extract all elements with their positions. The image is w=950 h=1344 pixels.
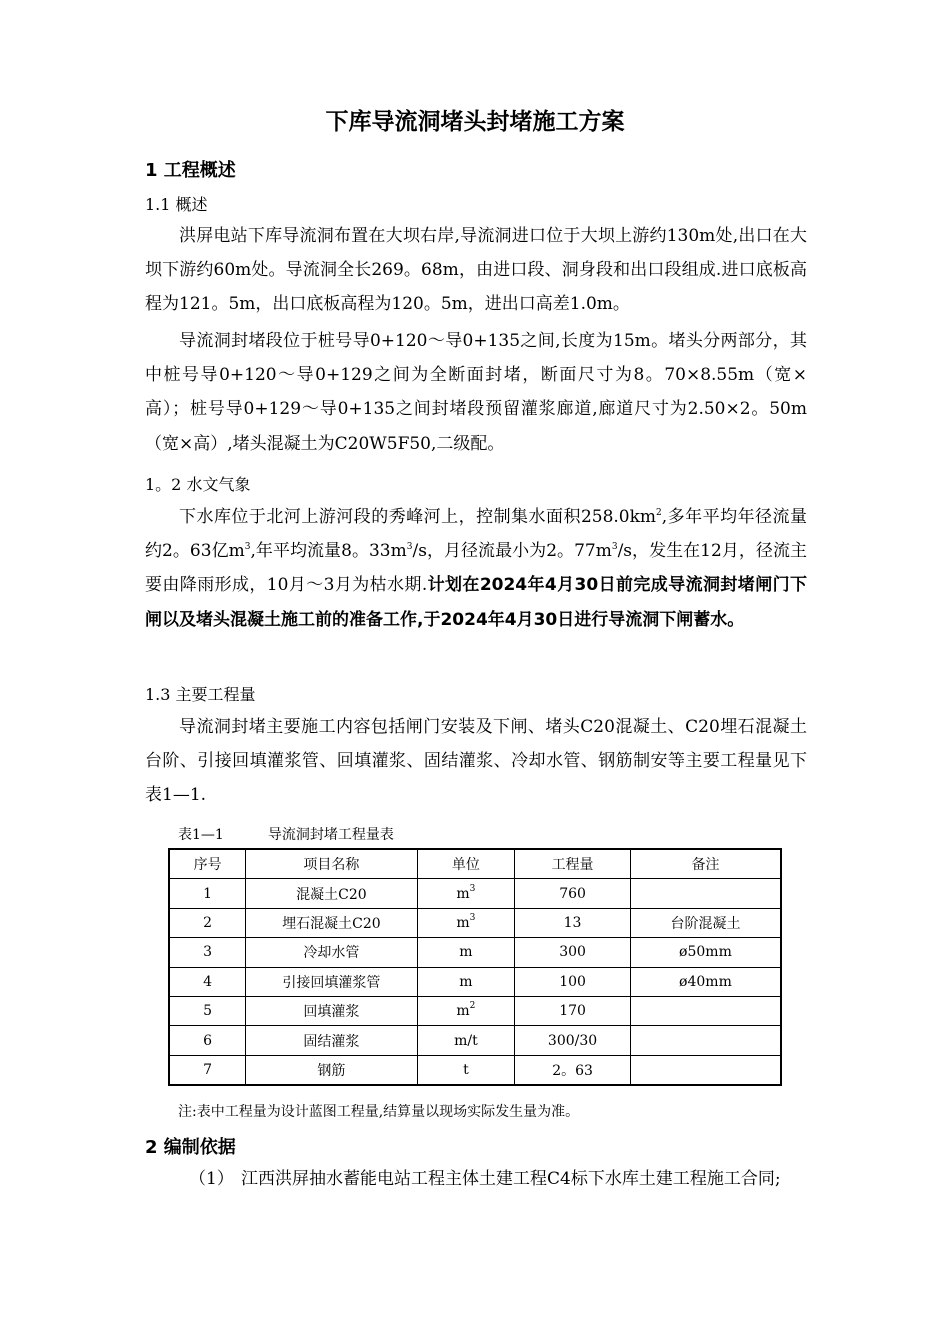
cell-note: ø40mm — [630, 967, 781, 996]
cell-qty: 13 — [515, 908, 631, 937]
paragraph-overview-1: 洪屏电站下库导流洞布置在大坝右岸,导流洞进口位于大坝上游约130m处,出口在大坝下游约60m处。导流洞全长269。68m，由进口段、洞身段和出口段组成.进口底板高程为121。5m，出口底板高程为120。5m，进出口高差1.0m。 — [145, 226, 807, 315]
hydrology-bold-plan: 计划在2024年4月30日前完成导流洞封堵闸门下闸以及堵头混凝土施工前的准备工作,于2024年4月30日进行导流洞下闸蓄水。 — [145, 575, 807, 630]
cell-qty: 170 — [515, 996, 631, 1025]
cell-unit: t — [417, 1055, 515, 1085]
cell-unit: m — [417, 938, 515, 967]
table-row — [169, 1026, 781, 1055]
cell-name: 回填灌浆 — [246, 996, 417, 1025]
cell-no: 4 — [169, 967, 246, 996]
section-1-heading: 1 工程概述 — [145, 160, 236, 181]
table-row — [169, 879, 781, 908]
basis-item-1 — [145, 1162, 807, 1196]
hydrology-text-e: /s，发生在12月，径流主要由降雨形成，10月～3月为枯水期. — [145, 541, 807, 596]
cell-note — [630, 996, 781, 1025]
sup-3-a: 3 — [244, 542, 251, 553]
cell-note — [630, 1026, 781, 1055]
cell-note: ø50mm — [630, 938, 781, 967]
cell-qty: 300 — [515, 938, 631, 967]
cell-no: 3 — [169, 938, 246, 967]
cell-note — [630, 879, 781, 908]
cell-name: 埋石混凝土C20 — [246, 908, 417, 937]
header-note: 备注 — [630, 849, 781, 879]
cell-name: 引接回填灌浆管 — [246, 967, 417, 996]
document-title: 下库导流洞堵头封堵施工方案 — [325, 109, 625, 135]
quantity-table — [168, 848, 782, 1086]
table-footnote: 注:表中工程量为设计蓝图工程量,结算量以现场实际发生量为准。 — [178, 1104, 580, 1120]
header-no: 序号 — [169, 849, 246, 879]
cell-no: 1 — [169, 879, 246, 908]
cell-qty: 100 — [515, 967, 631, 996]
sup-3-c: 3 — [611, 542, 618, 553]
hydrology-text-b: ,多年平均年径流量约2。63亿m — [145, 507, 807, 562]
table-caption — [178, 824, 394, 844]
section-1-1-heading: 1.1 概述 — [145, 195, 208, 214]
table-header-row — [169, 849, 781, 879]
cell-unit: $m^2$ — [417, 996, 515, 1025]
basis-item-1-number: （1） — [189, 1169, 234, 1189]
cell-unit: $m^3$ — [417, 908, 515, 937]
table-row — [169, 967, 781, 996]
cell-unit: $m^3$ — [417, 879, 515, 908]
sup-2: 2 — [656, 508, 662, 518]
hydrology-text-a: 下水库位于北河上游河段的秀峰河上，控制集水面积258.0km — [179, 507, 657, 527]
cell-qty: 760 — [515, 879, 631, 908]
table-caption-title: 导流洞封堵工程量表 — [267, 827, 394, 843]
table-row — [169, 938, 781, 967]
cell-unit: m — [417, 967, 515, 996]
paragraph-quantities: 导流洞封堵主要施工内容包括闸门安装及下闸、堵头C20混凝土、C20埋石混凝土台阶、引接回填灌浆管、回填灌浆、固结灌浆、冷却水管、钢筋制安等主要工程量见下表1—1. — [145, 717, 807, 806]
header-name: 项目名称 — [246, 849, 417, 879]
table-row — [169, 1055, 781, 1085]
header-qty: 工程量 — [515, 849, 631, 879]
sup-3-b: 3 — [406, 542, 413, 553]
table-caption-number: 表1—1 — [178, 827, 224, 843]
header-unit: 单位 — [417, 849, 515, 879]
hydrology-text-c: ,年平均流量8。33m — [250, 541, 407, 562]
cell-no: 6 — [169, 1026, 246, 1055]
cell-name: 固结灌浆 — [246, 1026, 417, 1055]
table-row — [169, 996, 781, 1025]
cell-name: 钢筋 — [246, 1055, 417, 1085]
basis-item-1-text: 江西洪屏抽水蓄能电站工程主体土建工程C4标下水库土建工程施工合同; — [241, 1169, 781, 1189]
cell-qty: 300/30 — [515, 1026, 631, 1055]
cell-note: 台阶混凝土 — [630, 908, 781, 937]
table-row — [169, 908, 781, 937]
section-2-heading: 2 编制依据 — [145, 1137, 236, 1158]
section-1-2-heading: 1。2 水文气象 — [145, 475, 251, 494]
cell-unit: m/t — [417, 1026, 515, 1055]
cell-qty: 2。63 — [515, 1055, 631, 1085]
cell-name: 混凝土C20 — [246, 879, 417, 908]
cell-note — [630, 1055, 781, 1085]
cell-name: 冷却水管 — [246, 938, 417, 967]
paragraph-overview-2: 导流洞封堵段位于桩号导0+120～导0+135之间,长度为15m。堵头分两部分，其中桩号导0+120～导0+129之间为全断面封堵，断面尺寸为8。70×8.55m（宽×高）；桩号导0+129～导0+135之间封堵段预留灌浆廊道,廊道尺寸为2.50×2。50m（宽×高）,堵头混凝土为C20W5F50,二级配。 — [145, 331, 807, 454]
cell-no: 5 — [169, 996, 246, 1025]
hydrology-text-d: /s，月径流最小为2。77m — [412, 541, 612, 562]
cell-no: 7 — [169, 1055, 246, 1085]
cell-no: 2 — [169, 908, 246, 937]
paragraph-hydrology — [145, 500, 807, 637]
section-1-3-heading: 1.3 主要工程量 — [145, 685, 256, 704]
